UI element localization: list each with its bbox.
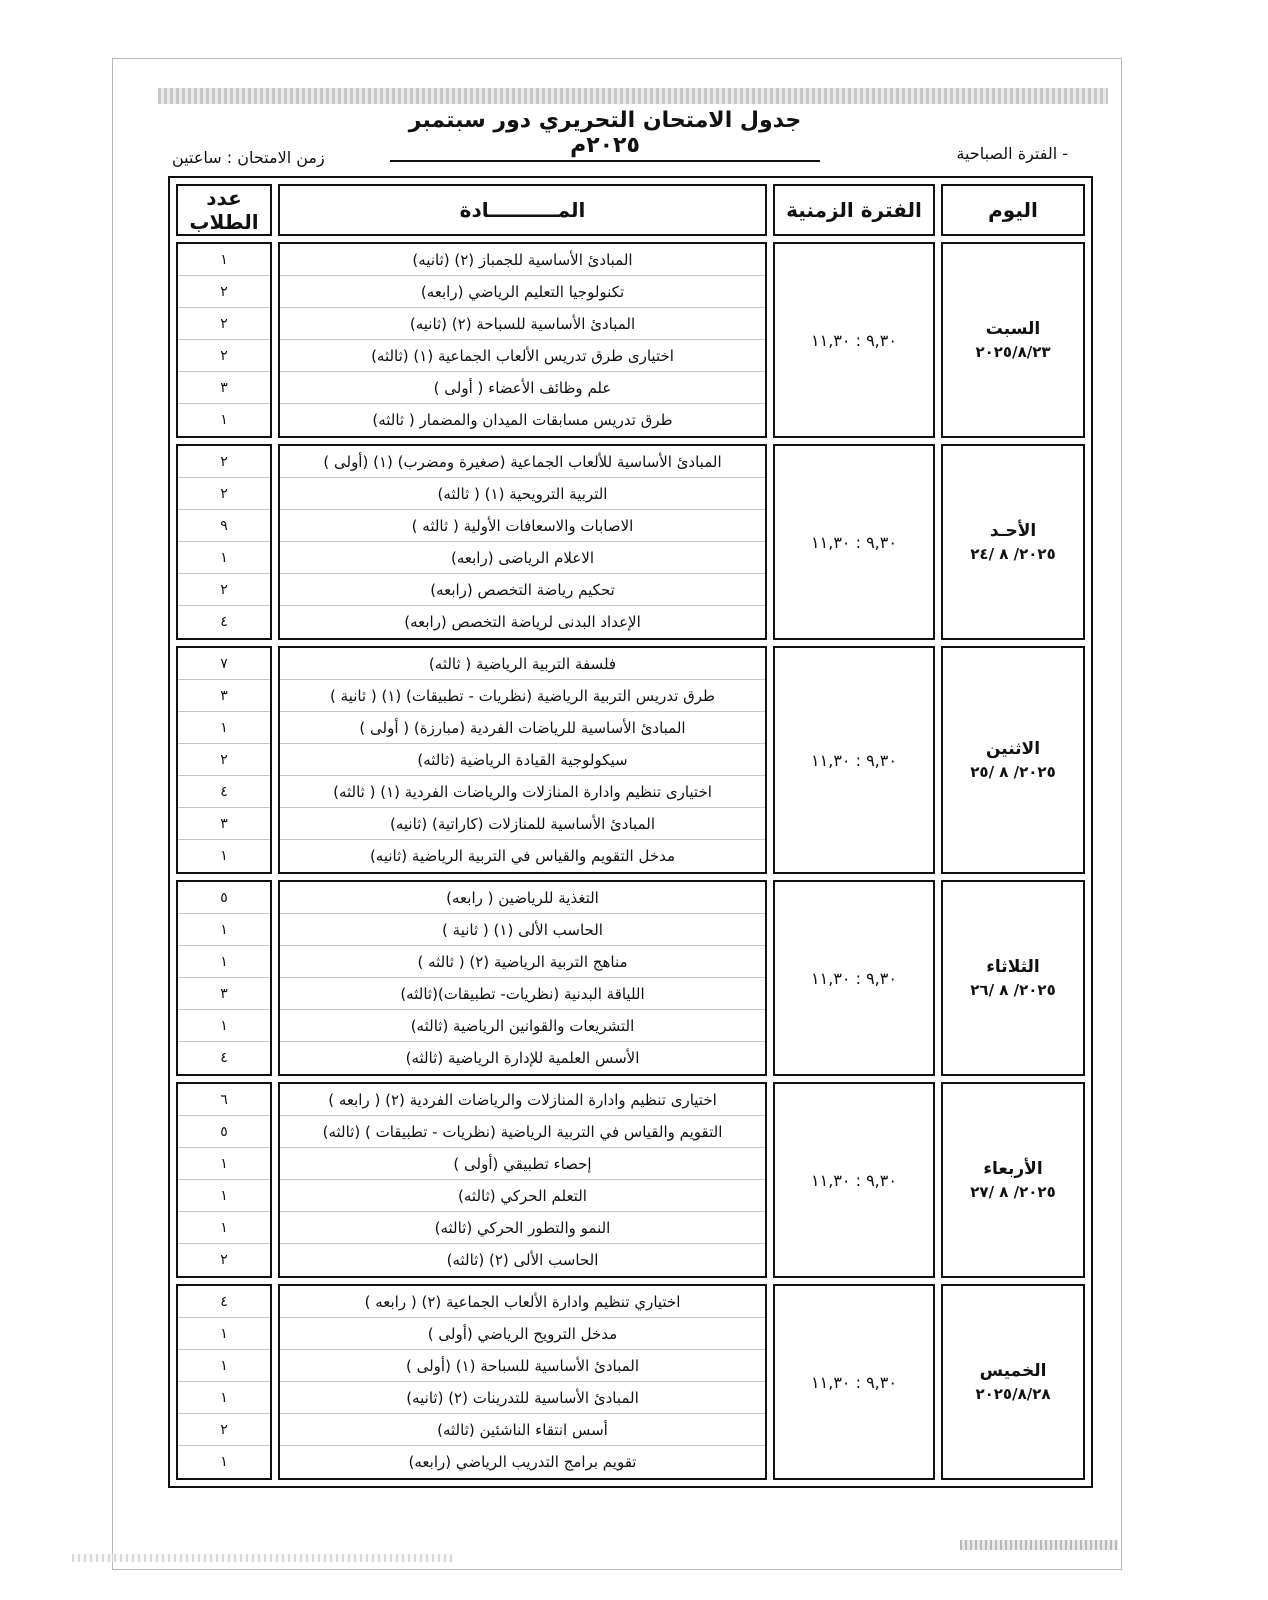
subject-item: التقويم والقياس في التربية الرياضية (نظريات - تطبيقات ) (ثالثه) [280,1116,765,1148]
bottom-footer-strip [72,1554,452,1562]
subject-item: أسس انتقاء الناشئين (ثالثه) [280,1414,765,1446]
period-label: - الفترة الصباحية [956,144,1068,163]
subjects-cell [278,242,767,438]
subject-item: التغذية للرياضين ( رابعه) [280,882,765,914]
student-count: ١ [178,946,270,978]
subject-item: تكنولوجيا التعليم الرياضي (رابعه) [280,276,765,308]
day-row [176,1082,1085,1278]
subject-item: الإعداد البدنى لرياضة التخصص (رابعه) [404,613,641,631]
header-day: اليوم [941,184,1085,236]
student-count-cell [176,1082,272,1278]
duration-label: زمن الامتحان : ساعتين [172,148,325,167]
student-count: ١ [178,1212,270,1244]
day-cell [941,1284,1085,1480]
student-count: ١ [178,1382,270,1414]
subjects-cell [278,444,767,640]
student-count: ٢ [220,1252,228,1268]
subject-item: علم وظائف الأعضاء ( أولى ) [280,372,765,404]
subject-item: فلسفة التربية الرياضية ( ثالثه) [280,648,765,680]
student-count-cell [176,444,272,640]
day-name: الأربعاء [983,1159,1043,1179]
time-period-cell: ٩,٣٠ : ١١,٣٠ [773,242,935,438]
student-count: ٤ [220,1050,228,1066]
header-subject: المــــــــــادة [278,184,767,236]
student-count: ١ [178,542,270,574]
day-date: ٢٠٢٥/ ٨ /٢٧ [970,1183,1056,1201]
subject-item: المبادئ الأساسية للجمباز (٢) (ثانيه) [280,244,765,276]
day-name: الثلاثاء [986,957,1040,977]
student-count: ٣ [178,680,270,712]
student-count: ٦ [178,1084,270,1116]
student-count: ٩ [178,510,270,542]
day-row [176,444,1085,640]
day-cell [941,1082,1085,1278]
subject-item: تقويم برامج التدريب الرياضي (رابعه) [408,1453,637,1471]
subject-item: إحصاء تطبيقي (أولى ) [280,1148,765,1180]
header-student-count: عدد الطلاب [176,184,272,236]
subject-item: المبادئ الأساسية للألعاب الجماعية (صغيرة ومضرب) (١) (أولى ) [280,446,765,478]
subject-item: تحكيم رياضة التخصص (رابعه) [280,574,765,606]
day-name: الاثنين [985,739,1041,759]
subject-item: التربية الترويحية (١) ( ثالثه) [280,478,765,510]
student-count-cell [176,880,272,1076]
subject-item: اختيارى طرق تدريس الألعاب الجماعية (١) (ثالثه) [280,340,765,372]
student-count: ٢ [178,276,270,308]
student-count: ٥ [178,882,270,914]
student-count: ٤ [178,1286,270,1318]
subject-item: مناهج التربية الرياضية (٢) ( ثالثه ) [280,946,765,978]
day-name: السبت [985,319,1041,339]
day-date: ٢٠٢٥/ ٨ /٢٥ [970,763,1056,781]
subject-item: اختيارى تنظيم وادارة المنازلات والرياضات الفردية (١) ( ثالثه) [280,776,765,808]
student-count: ٣ [178,978,270,1010]
subjects-cell [278,880,767,1076]
day-name: الأحـد [989,521,1037,541]
student-count: ٣ [178,808,270,840]
subject-item: المبادئ الأساسية للسباحة (١) (أولى ) [280,1350,765,1382]
student-count: ١ [178,1180,270,1212]
student-count-cell [176,1284,272,1480]
student-count: ٢ [178,340,270,372]
subject-item: اختيارى تنظيم وادارة المنازلات والرياضات الفردية (٢) ( رابعه ) [280,1084,765,1116]
subject-item: المبادئ الأساسية للتدرينات (٢) (ثانيه) [280,1382,765,1414]
day-cell [941,242,1085,438]
student-count: ١ [178,914,270,946]
day-cell [941,646,1085,874]
table-header-row [176,184,1085,236]
subject-item: التعلم الحركي (ثالثه) [280,1180,765,1212]
subject-item: المبادئ الأساسية للسباحة (٢) (ثانيه) [280,308,765,340]
day-row [176,880,1085,1076]
day-date: ٢٠٢٥/٨/٢٣ [975,343,1051,361]
top-decorative-band [158,88,1108,104]
subject-item: التشريعات والقوانين الرياضية (ثالثه) [280,1010,765,1042]
student-count: ٢ [178,446,270,478]
student-count-cell [176,646,272,874]
time-period-cell: ٩,٣٠ : ١١,٣٠ [773,1284,935,1480]
student-count: ١ [220,412,228,428]
subject-item: الاصابات والاسعافات الأولية ( ثالثه ) [280,510,765,542]
subject-item: الاعلام الرياضى (رابعه) [280,542,765,574]
student-count: ٢ [178,1414,270,1446]
student-count: ١ [178,244,270,276]
time-period-cell: ٩,٣٠ : ١١,٣٠ [773,880,935,1076]
day-name: الخميس [979,1361,1047,1381]
student-count: ١ [178,1350,270,1382]
student-count: ٥ [178,1116,270,1148]
time-period-cell: ٩,٣٠ : ١١,٣٠ [773,1082,935,1278]
subject-item: المبادئ الأساسية للرياضات الفردية (مبارزة) ( أولى ) [280,712,765,744]
subject-item: النمو والتطور الحركي (ثالثه) [280,1212,765,1244]
subject-item: الأسس العلمية للإدارة الرياضية (ثالثه) [405,1049,640,1067]
student-count: ٣ [178,372,270,404]
day-cell [941,444,1085,640]
subject-item: اللياقة البدنية (نظريات- تطبيقات)(ثالثه) [280,978,765,1010]
subject-item: المبادئ الأساسية للمنازلات (كاراتية) (ثانيه) [280,808,765,840]
subjects-cell [278,1284,767,1480]
student-count: ٢ [178,744,270,776]
document-title: جدول الامتحان التحريري دور سبتمبر ٢٠٢٥م [390,108,820,162]
student-count: ٢ [178,574,270,606]
student-count: ٤ [178,776,270,808]
day-row [176,1284,1085,1480]
student-count: ٤ [220,614,228,630]
subject-item: مدخل الترويح الرياضي (أولى ) [280,1318,765,1350]
day-date: ٢٠٢٥/ ٨ /٢٦ [970,981,1056,999]
day-date: ٢٠٢٥/٨/٢٨ [975,1385,1051,1403]
subject-item: مدخل التقويم والقياس في التربية الرياضية (ثانيه) [369,847,676,865]
subject-item: طرق تدريس التربية الرياضية (نظريات - تطبيقات) (١) ( ثانية ) [280,680,765,712]
day-cell [941,880,1085,1076]
day-row [176,646,1085,874]
time-period-cell: ٩,٣٠ : ١١,٣٠ [773,646,935,874]
subject-item: اختياري تنظيم وادارة الألعاب الجماعية (٢) ( رابعه ) [280,1286,765,1318]
student-count-cell [176,242,272,438]
student-count: ١ [220,1454,228,1470]
student-count: ١ [220,848,228,864]
header-time: الفترة الزمنية [773,184,935,236]
student-count: ١ [178,1318,270,1350]
subject-item: الحاسب الألى (١) ( ثانية ) [280,914,765,946]
subject-item: الحاسب الألى (٢) (ثالثه) [446,1251,599,1269]
schedule-body [176,242,1085,1480]
student-count: ٢ [178,308,270,340]
time-period-cell: ٩,٣٠ : ١١,٣٠ [773,444,935,640]
bottom-decorative-band [960,1540,1118,1550]
day-row [176,242,1085,438]
subject-item: طرق تدريس مسابقات الميدان والمضمار ( ثالثه) [372,411,673,429]
subject-item: سيكولوجية القيادة الرياضية (ثالثه) [280,744,765,776]
student-count: ٢ [178,478,270,510]
subjects-cell [278,646,767,874]
student-count: ١ [178,1010,270,1042]
student-count: ١ [178,1148,270,1180]
day-date: ٢٠٢٥/ ٨ /٢٤ [970,545,1056,563]
exam-schedule-table [168,176,1093,1488]
subjects-cell [278,1082,767,1278]
student-count: ١ [178,712,270,744]
student-count: ٧ [178,648,270,680]
